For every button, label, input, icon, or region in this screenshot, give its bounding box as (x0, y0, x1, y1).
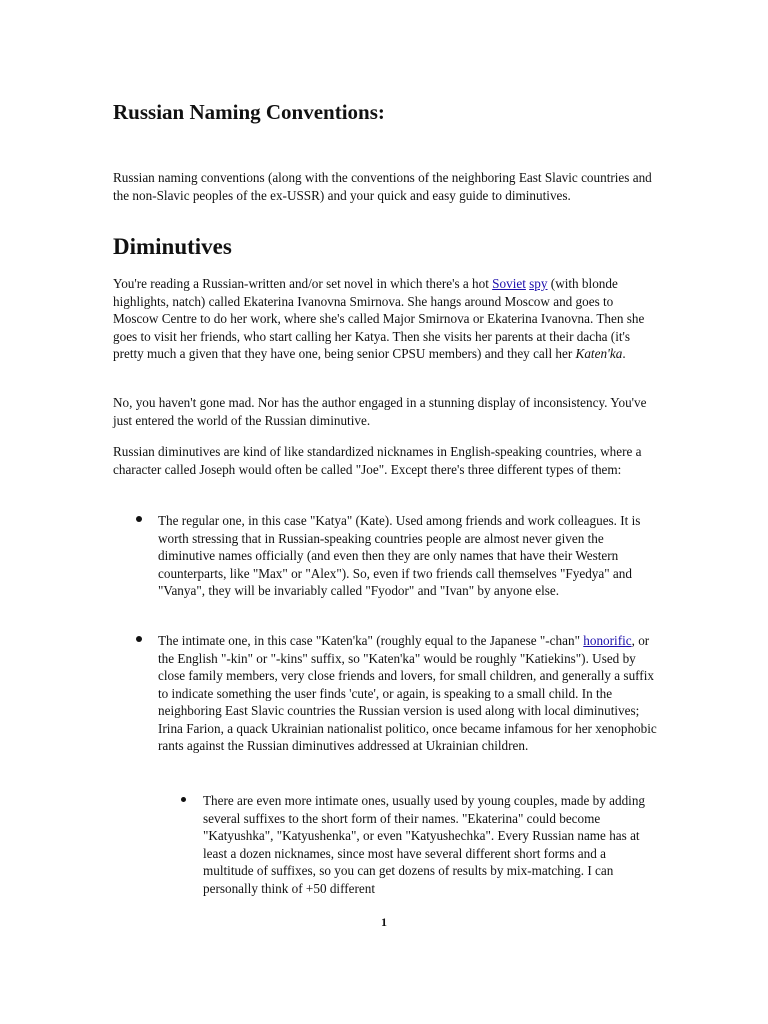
page-title: Russian Naming Conventions: (113, 100, 385, 124)
sub-bullet-text: There are even more intimate ones, usually used by young couples, made by adding several suffixes to the short form of their names. "Ekaterina" could become "Katyushka", "Katyushenka", or even "Katyushechka". Every Russian name has at least a dozen nicknames, since most have several different short forms and a multitude of suffixes, so you can get dozens of results by mix-matching. I can personally think of +50 different (203, 793, 646, 896)
bullet-dot-icon (136, 636, 142, 642)
list-item (158, 792, 658, 897)
page-number: 1 (381, 915, 387, 929)
paragraph-1-text-a: You're reading a Russian-written and/or set novel in which there's a hot (113, 276, 493, 291)
intro-paragraph: Russian naming conventions (along with the conventions of the neighboring East Slavic countries and the non-Slavic peoples of the ex-USSR) and your quick and easy guide to diminutives. (113, 170, 652, 203)
bullet-2-text-b: , or the English "-kin" or "-kins" suffix, so "Katen'ka" would be roughly "Katiekins"). Used by close family members, very close friends and lovers, for small children, and generally a suffix to indicate something the user finds 'cute', or again, is speaking to a small child. In the neighboring East Slavic countries the Russian version is used along with local diminutives; Irina Farion, a quack Ukrainian nationalist politico, once became infamous for her xenophobic rants against the Russian diminutives addressed at Ukrainian children. (158, 633, 657, 753)
link-spy[interactable]: spy (529, 276, 548, 291)
sub-bullet-list (158, 792, 658, 897)
section-heading: Diminutives (113, 234, 232, 259)
bullet-1-text: The regular one, in this case "Katya" (Kate). Used among friends and work colleagues. It is worth stressing that in Russian-speaking countries people are almost never given the diminutive names officially (and even then they are only names that have their Western counterparts, like "Max" or "Alex"). So, even if two friends call themselves "Fyedya" and "Vanya", they will be invariably called "Fyodor" and "Ivan" by anyone else. (158, 513, 641, 598)
bullet-2-text-a: The intimate one, in this case "Katen'ka" (roughly equal to the Japanese "-chan" (158, 633, 584, 648)
paragraph-1-end: . (622, 346, 626, 361)
list-item (113, 632, 658, 755)
bullet-dot-icon (136, 516, 142, 522)
paragraph-1-italic: Katen'ka (575, 346, 623, 361)
link-honorific[interactable]: honorific (583, 633, 632, 648)
paragraph-1-text-b: (with blonde highlights, natch) called Ekaterina Ivanovna Smirnova. She hangs around Moscow and goes to Moscow Centre to do her work, where she's called Major Smirnova or Ekaterina Ivanovna. Then she goes to visit her friends, who start calling her Katya. Then she visits her parents at their dacha (it's pretty much a given that they have one, being senior CPSU members) and they call her (113, 276, 645, 361)
paragraph-2: No, you haven't gone mad. Nor has the author engaged in a stunning display of inconsistency. You've just entered the world of the Russian diminutive. (113, 395, 647, 428)
bullet-list-2 (113, 632, 658, 755)
paragraph-1 (113, 275, 653, 363)
link-soviet[interactable]: Soviet (492, 276, 526, 291)
bullet-dot-icon (181, 797, 186, 802)
bullet-list-1 (113, 512, 658, 600)
paragraph-3: Russian diminutives are kind of like standardized nicknames in English-speaking countries, where a character called Joseph would often be called "Joe". Except there's three different types of them: (113, 444, 642, 477)
list-item (113, 512, 658, 600)
